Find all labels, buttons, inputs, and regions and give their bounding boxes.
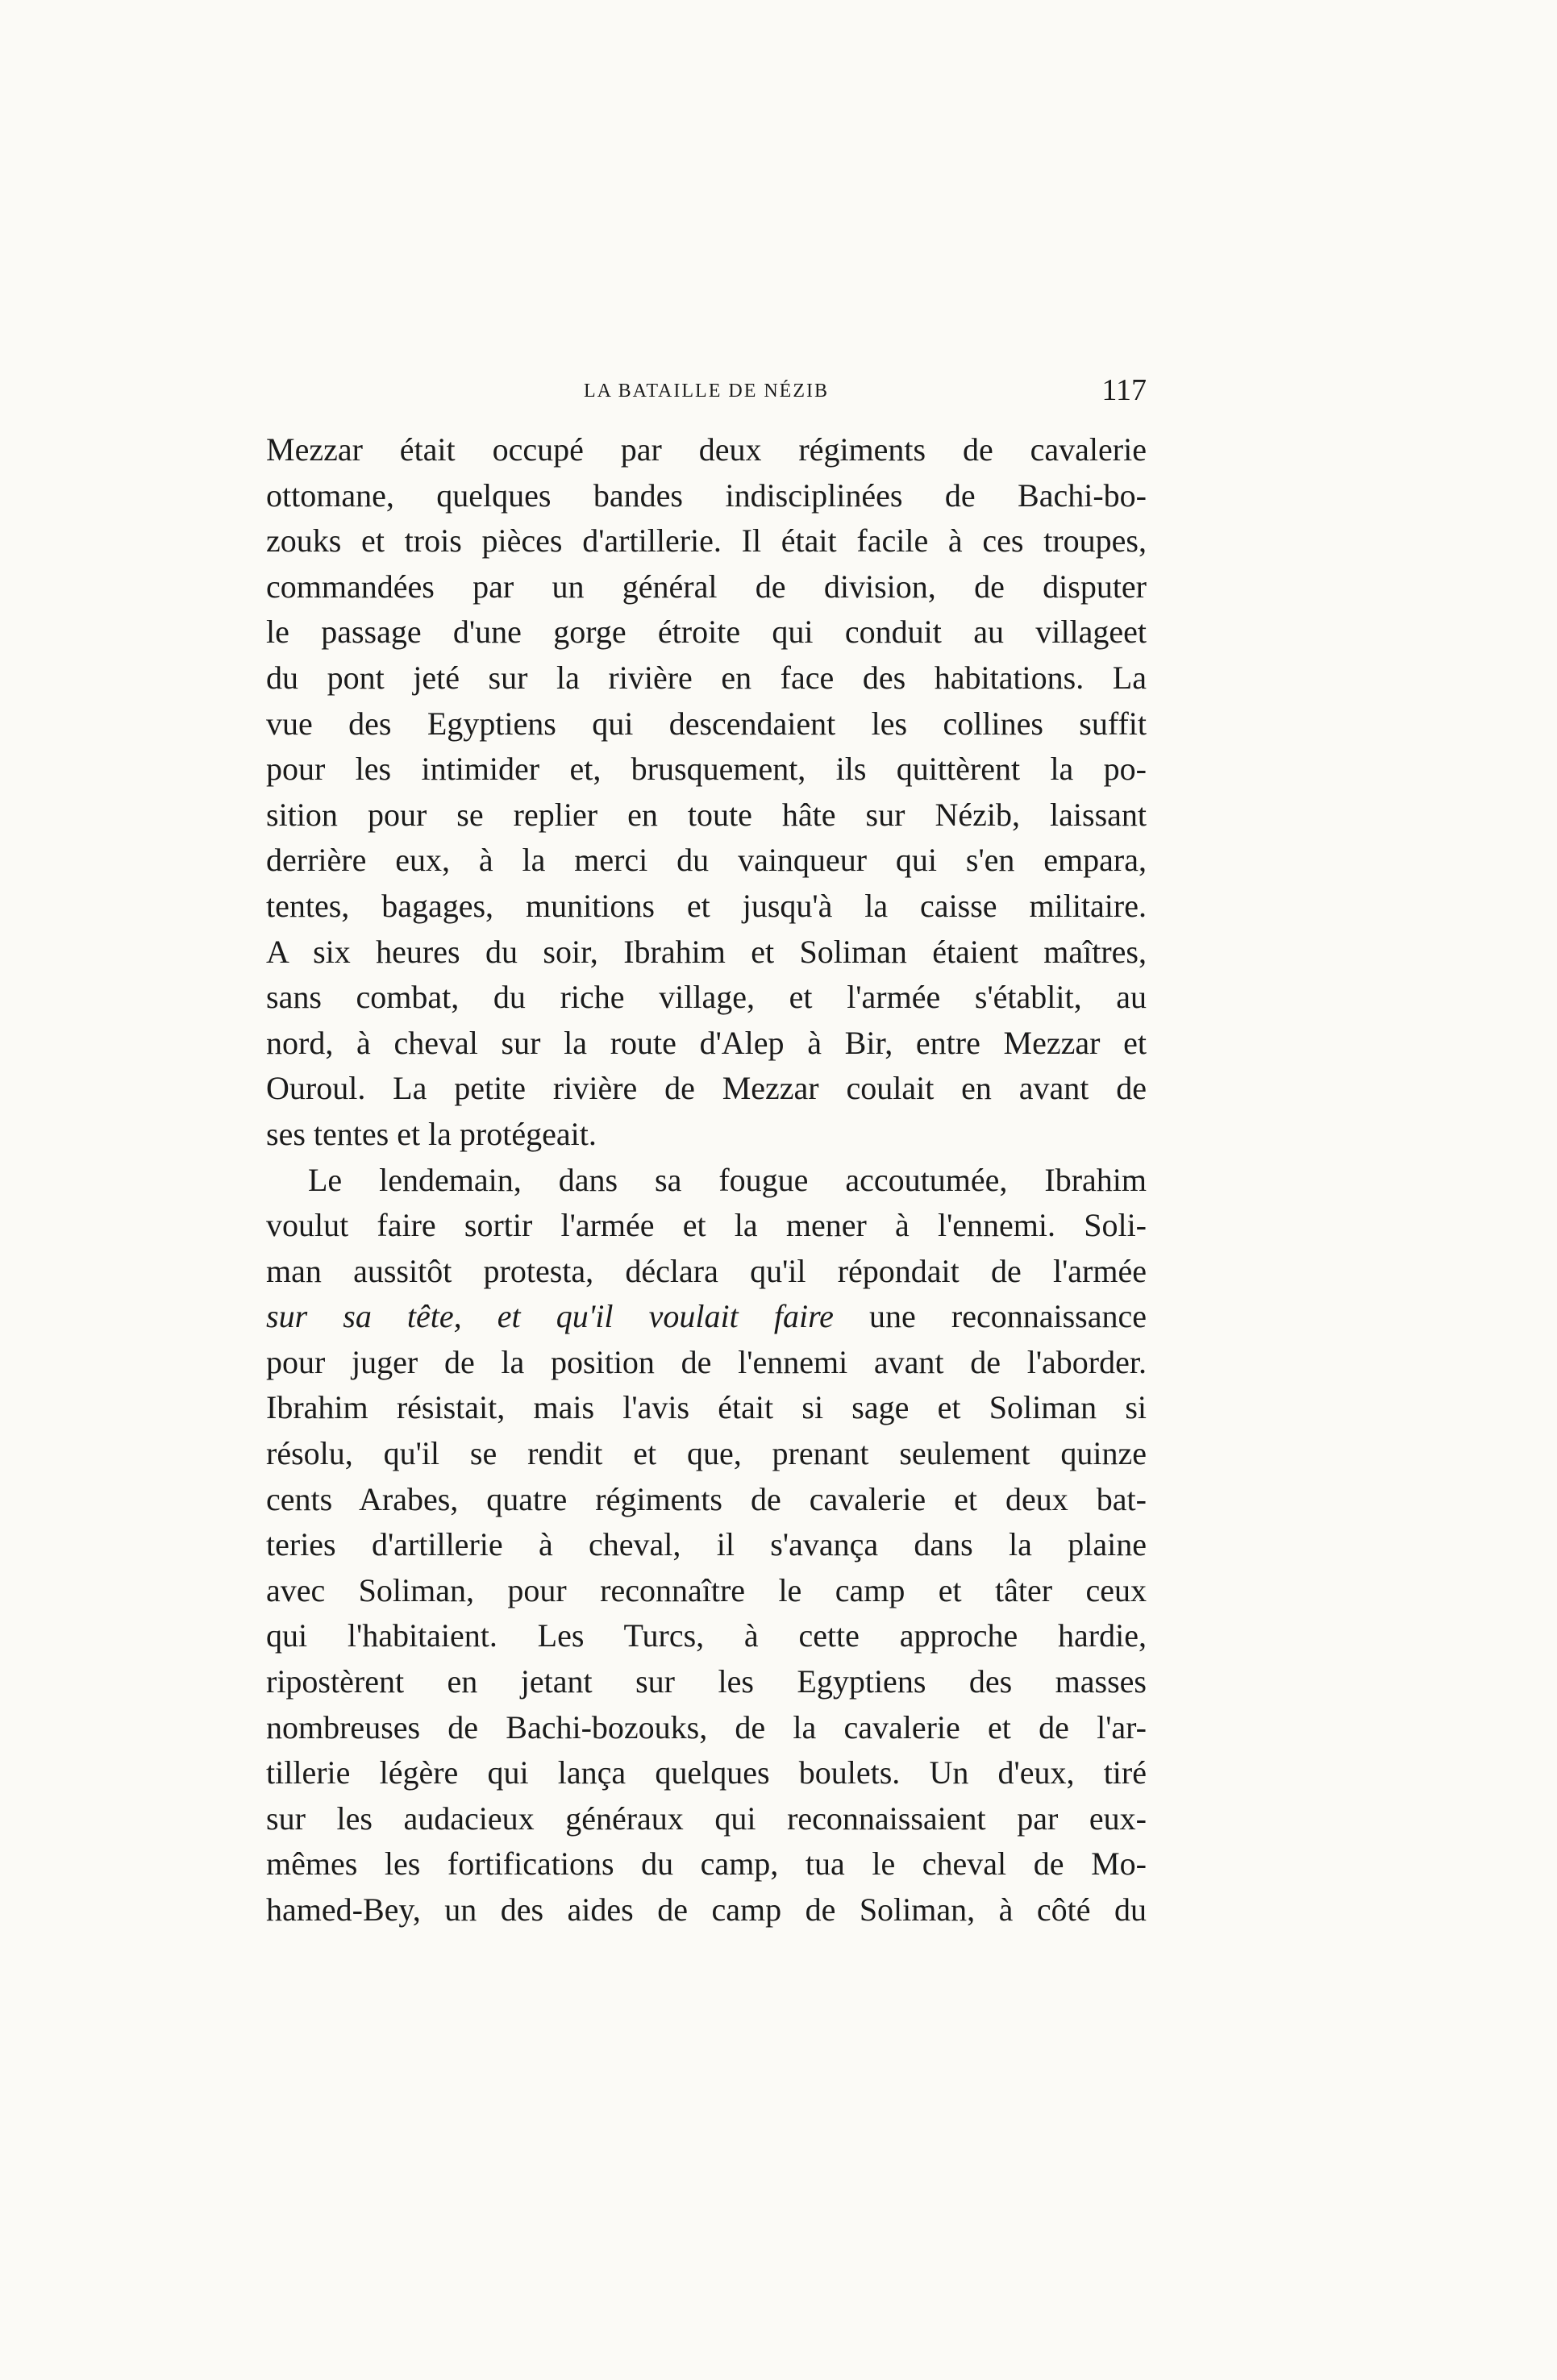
text-line: pour juger de la position de l'ennemi avant de l'aborder. — [266, 1343, 1147, 1380]
text-line: Ouroul. La petite rivière de Mezzar coulait en avant de — [266, 1070, 1147, 1107]
text-line: mêmes les fortifications du camp, tua le cheval de Mo- — [266, 1845, 1147, 1883]
text-line: qui l'habitaient. Les Turcs, à cette approche hardie, — [266, 1617, 1147, 1654]
body-text — [266, 427, 1147, 1933]
text-line: le passage d'une gorge étroite qui conduit au villageet — [266, 614, 1147, 651]
text-line: commandées par un général de division, de disputer — [266, 568, 1147, 605]
text-line: A six heures du soir, Ibrahim et Soliman étaient maîtres, — [266, 933, 1147, 970]
page-header — [266, 372, 1147, 421]
text-line: ripostèrent en jetant sur les Egyptiens des masses — [266, 1663, 1147, 1700]
text-line: voulut faire sortir l'armée et la mener à l'ennemi. Soli- — [266, 1207, 1147, 1244]
text-line: sur les audacieux généraux qui reconnaissaient par eux- — [266, 1800, 1147, 1837]
text-line: tentes, bagages, munitions et jusqu'à la caisse militaire. — [266, 887, 1147, 924]
text-line: du pont jeté sur la rivière en face des habitations. La — [266, 659, 1147, 696]
text-line: pour les intimider et, brusquement, ils quittèrent la po- — [266, 751, 1147, 788]
running-title: LA BATAILLE DE NÉZIB — [583, 381, 830, 402]
text-line: sans combat, du riche village, et l'armée s'établit, au — [266, 979, 1147, 1016]
text-line: tillerie légère qui lança quelques boulets. Un d'eux, tiré — [266, 1754, 1147, 1791]
text-line: derrière eux, à la merci du vainqueur qui s'en empara, — [266, 842, 1147, 879]
text-line: ses tentes et la protégeait. — [266, 1115, 597, 1152]
italic-phrase: sur sa tête, et qu'il voulait faire — [266, 1298, 834, 1335]
text-line: nombreuses de Bachi-bozouks, de la cavalerie et de l'ar- — [266, 1708, 1147, 1745]
text-line: vue des Egyptiens qui descendaient les collines suffit — [266, 705, 1147, 742]
text-line: ottomane, quelques bandes indisciplinées de Bachi-bo- — [266, 476, 1147, 514]
line-remainder: une reconnaissance — [833, 1298, 1147, 1335]
text-line: cents Arabes, quatre régiments de cavalerie et deux bat- — [266, 1480, 1147, 1517]
text-line — [266, 1294, 1147, 1340]
text-line: Mezzar était occupé par deux régiments de cavalerie — [266, 431, 1147, 468]
text-line: hamed-Bey, un des aides de camp de Soliman, à côté du — [266, 1891, 1147, 1928]
text-line: Le lendemain, dans sa fougue accoutumée, Ibrahim — [308, 1161, 1147, 1198]
text-line: résolu, qu'il se rendit et que, prenant seulement quinze — [266, 1435, 1147, 1472]
text-line: avec Soliman, pour reconnaître le camp et tâter ceux — [266, 1571, 1147, 1608]
text-line: man aussitôt protesta, déclara qu'il répondait de l'armée — [266, 1252, 1147, 1289]
text-line: Ibrahim résistait, mais l'avis était si sage et Soliman si — [266, 1389, 1147, 1426]
text-line: nord, à cheval sur la route d'Alep à Bir, entre Mezzar et — [266, 1024, 1147, 1061]
text-line: sition pour se replier en toute hâte sur Nézib, laissant — [266, 796, 1147, 833]
text-line: teries d'artillerie à cheval, il s'avança dans la plaine — [266, 1526, 1147, 1563]
page-number: 117 — [1101, 373, 1147, 407]
text-line: zouks et trois pièces d'artillerie. Il était facile à ces troupes, — [266, 522, 1147, 560]
